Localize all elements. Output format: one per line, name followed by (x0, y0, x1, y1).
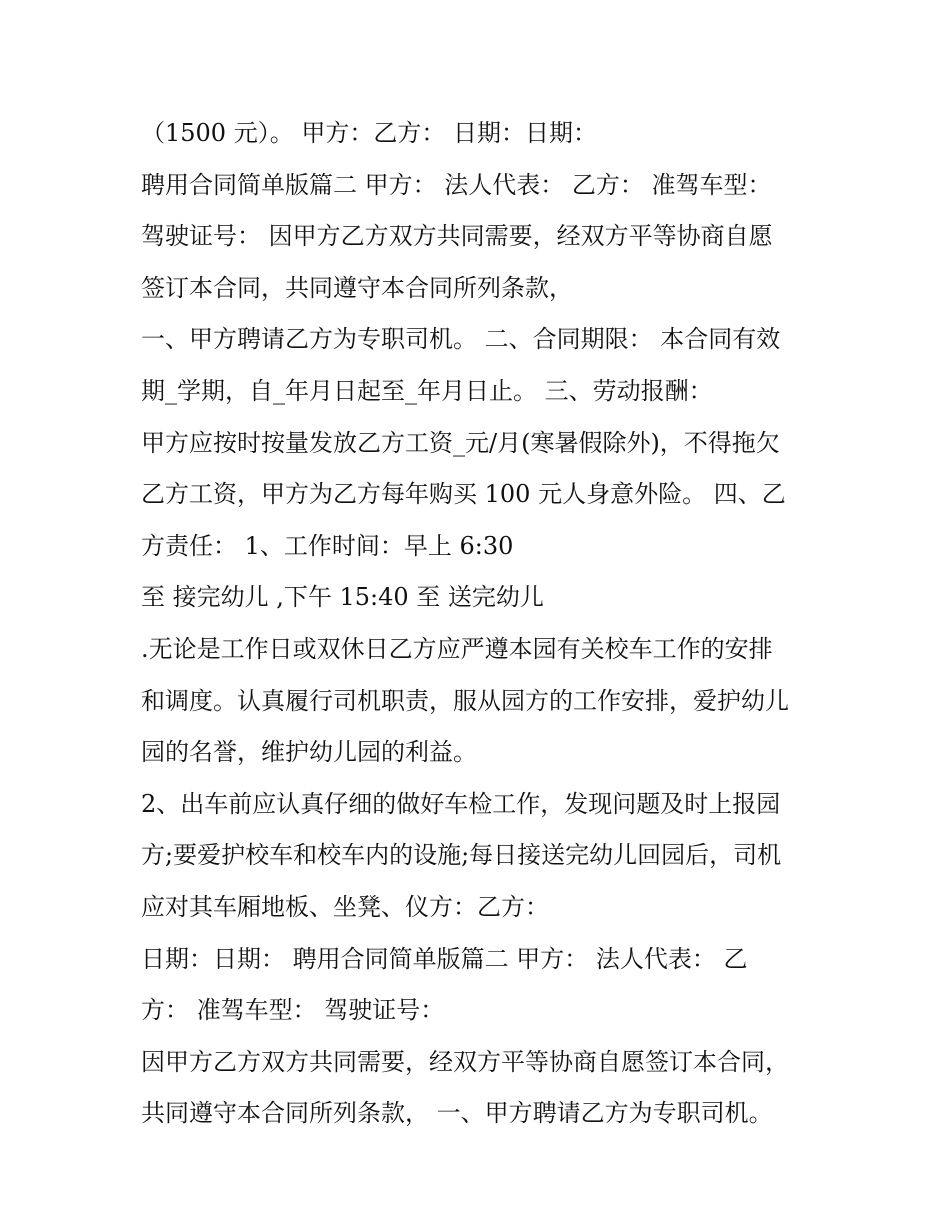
text-line: 驾驶证号： 因甲方乙方双方共同需要，经双方平等协商自愿 (141, 222, 773, 251)
text-line: 乙方工资，甲方为乙方每年购买 100 元人身意外险。 四、乙 (141, 480, 786, 509)
text-line: 2、出车前应认真仔细的做好车检工作，发现问题及时上报园 (141, 789, 781, 818)
text-line: 方： 准驾车型： 驾驶证号： (141, 996, 445, 1025)
text-line: 应对其车厢地板、坐凳、仪方：乙方： (141, 892, 549, 921)
text-line: 签订本合同，共同遵守本合同所列条款， (141, 273, 573, 302)
text-line: （1500 元）。 甲方：乙方： 日期：日期： (141, 119, 597, 147)
text-line: .无论是工作日或双休日乙方应严遵本园有关校车工作的安排 (141, 634, 773, 663)
text-line: 方;要爱护校车和校车内的设施;每日接送完幼儿回园后，司机 (141, 841, 782, 870)
text-line: 甲方应按时按量发放乙方工资_元/月(寒暑假除外)，不得拖欠 (141, 428, 780, 457)
text-line: 一、甲方聘请乙方为专职司机。 二、合同期限： 本合同有效 (141, 325, 781, 354)
text-line: 至 接完幼儿 ,下午 15:40 至 送完幼儿 (141, 583, 544, 612)
text-line: 期_学期，自_年月日起至_年月日止。 三、劳动报酬： (141, 376, 713, 405)
text-line: 日期：日期： 聘用合同简单版篇二 甲方： 法人代表： 乙 (141, 944, 748, 973)
text-line: 共同遵守本合同所列条款， 一、甲方聘请乙方为专职司机。 (141, 1099, 773, 1128)
text-line: 因甲方乙方双方共同需要，经双方平等协商自愿签订本合同， (141, 1047, 789, 1076)
document-body (141, 108, 841, 1140)
text-line: 方责任： 1、工作时间：早上 6:30 (141, 531, 514, 560)
text-line: 园的名誉，维护幼儿园的利益。 (141, 738, 477, 767)
text-line: 和调度。认真履行司机职责，服从园方的工作安排，爱护幼儿 (141, 686, 789, 715)
text-line: 聘用合同简单版篇二 甲方： 法人代表： 乙方： 准驾车型： (141, 170, 772, 199)
